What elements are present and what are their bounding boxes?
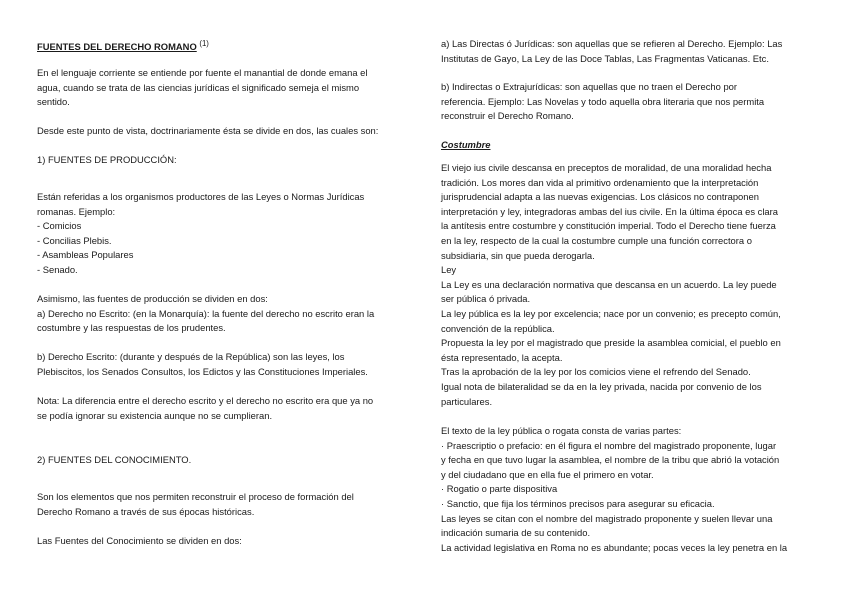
paragraph bbox=[441, 37, 816, 66]
text-line: La ley pública es la ley por excelencia; nace por un convenio; es precepto común, bbox=[441, 307, 781, 319]
text-line: convención de la república. bbox=[441, 322, 555, 334]
section-heading: 1) FUENTES DE PRODUCCIÓN: bbox=[37, 154, 177, 165]
text-line: subsidiaria, sin que pueda derogarla. bbox=[441, 249, 595, 261]
text-line: y del ciudadano que en ella fue el primero en votar. bbox=[441, 468, 654, 480]
text-line: y fecha en que tuvo lugar la asamblea, el nombre de la tribu que abrió la votación bbox=[441, 454, 780, 466]
text-line: a) Derecho no Escrito: (en la Monarquía): la fuente del derecho no escrito eran la bbox=[37, 307, 375, 319]
paragraph bbox=[37, 490, 409, 519]
text-line: b) Indirectas o Extrajurídicas: son aquellas que no traen el Derecho por bbox=[441, 81, 737, 92]
paragraph bbox=[37, 292, 409, 336]
text-line: Asimismo, las fuentes de producción se dividen en dos: bbox=[37, 293, 268, 304]
text-line: Plebiscitos, los Senados Consultos, los Edictos y las Constituciones Imperiales. bbox=[37, 365, 368, 377]
paragraph bbox=[37, 66, 409, 110]
text-line: romanas. Ejemplo: bbox=[37, 205, 116, 217]
costumbre-heading: Costumbre bbox=[441, 139, 491, 150]
text-line: Propuesta la ley por el magistrado que preside la asamblea comicial, el pueblo en bbox=[441, 337, 781, 349]
text-line: ésta representado, la acepta. bbox=[441, 351, 563, 363]
text-line: - Comicios bbox=[37, 220, 82, 232]
text-line: La Ley es una declaración normativa que descansa en un acuerdo. La ley puede bbox=[441, 278, 777, 290]
text-line: · Sanctio, que fija los términos precisos para asegurar su eficacia. bbox=[441, 497, 715, 509]
title-text: FUENTES DEL DERECHO ROMANO bbox=[37, 41, 197, 53]
text-line: Son los elementos que nos permiten reconstruir el proceso de formación del bbox=[37, 491, 354, 502]
text-line: · Rogatio o parte dispositiva bbox=[441, 483, 558, 495]
text-line: costumbre y las respuestas de los prudentes. bbox=[37, 322, 226, 334]
text-line: reconstruir el Derecho Romano. bbox=[441, 110, 574, 122]
paragraph bbox=[441, 424, 816, 555]
section-heading: 2) FUENTES DEL CONOCIMIENTO. bbox=[37, 454, 192, 465]
text-line: b) Derecho Escrito: (durante y después de la República) son las leyes, los bbox=[37, 351, 345, 362]
paragraph bbox=[441, 80, 816, 124]
text-line: Derecho Romano a través de sus épocas históricas. bbox=[37, 505, 255, 517]
paragraph bbox=[441, 161, 816, 409]
text-line: - Asambleas Populares bbox=[37, 249, 134, 261]
text-line: Las leyes se citan con el nombre del magistrado proponente y suelen llevar una bbox=[441, 512, 773, 524]
text-line: referencia. Ejemplo: Las Novelas y todo aquella obra literaria que nos permita bbox=[441, 95, 765, 107]
text-line: Institutas de Gayo, La Ley de las Doce Tablas, Las Fragmentas Vaticanas. Etc. bbox=[441, 52, 769, 64]
text-line: agua, cuando se trata de las ciencias jurídicas el significado semeja el mismo bbox=[37, 81, 360, 93]
text-line: El viejo ius civile descansa en preceptos de moralidad, de una moralidad hecha bbox=[441, 162, 772, 173]
paragraph: Las Fuentes del Conocimiento se dividen en dos: bbox=[37, 535, 242, 546]
text-line: jurisprudencial adapta a las nuevas exigencias. Los clásicos no contraponen bbox=[441, 191, 759, 203]
text-line: sentido. bbox=[37, 96, 70, 108]
text-line: interpretación y ley, integradoras ambas del ius civile. En la última época es clara bbox=[441, 205, 778, 217]
text-line: Tras la aprobación de la ley por los comicios viene el refrendo del Senado. bbox=[441, 366, 751, 378]
text-line: particulares. bbox=[441, 395, 493, 407]
paragraph bbox=[37, 190, 409, 278]
text-line: En el lenguaje corriente se entiende por fuente el manantial de donde emana el bbox=[37, 67, 368, 78]
text-line: Nota: La diferencia entre el derecho escrito y el derecho no escrito era que ya no bbox=[37, 395, 374, 406]
text-line: - Concilias Plebis. bbox=[37, 234, 112, 246]
text-line: en la ley, respecto de la cual la costumbre cumple una función correctora o bbox=[441, 234, 752, 246]
title-footnote: (1) bbox=[199, 39, 209, 48]
text-line: tradición. Los mores dan vida al primitivo ordenamiento que la interpretación bbox=[441, 176, 759, 188]
paragraph bbox=[37, 350, 409, 379]
text-line: · Praescriptio o prefacio: en él figura el nombre del magistrado proponente, lugar bbox=[441, 439, 777, 451]
text-line: se podía ignorar su existencia aunque no se cumplieran. bbox=[37, 409, 273, 421]
note-paragraph bbox=[37, 394, 409, 423]
section-heading bbox=[441, 138, 816, 153]
text-line: - Senado. bbox=[37, 263, 78, 275]
text-line: ser pública ó privada. bbox=[441, 293, 531, 305]
text-line: Ley bbox=[441, 264, 457, 276]
text-line: a) Las Directas ó Jurídicas: son aquellas que se refieren al Derecho. Ejemplo: Las bbox=[441, 38, 783, 49]
text-line: Igual nota de bilateralidad se da en la ley privada, nacida por convenio de los bbox=[441, 380, 762, 392]
text-line: El texto de la ley pública o rogata consta de varias partes: bbox=[441, 425, 682, 436]
document-title bbox=[37, 37, 409, 55]
text-line: la antítesis entre costumbre y constitución imperial. Todo el Derecho tiene fuerza bbox=[441, 220, 776, 232]
text-line: La actividad legislativa en Roma no es abundante; pocas veces la ley penetra en la bbox=[441, 541, 788, 553]
text-line: Están referidas a los organismos productores de las Leyes o Normas Jurídicas bbox=[37, 191, 365, 202]
text-line: indicación sumaria de su contenido. bbox=[441, 527, 591, 539]
paragraph: Desde este punto de vista, doctrinariamente ésta se divide en dos, las cuales son: bbox=[37, 125, 379, 136]
